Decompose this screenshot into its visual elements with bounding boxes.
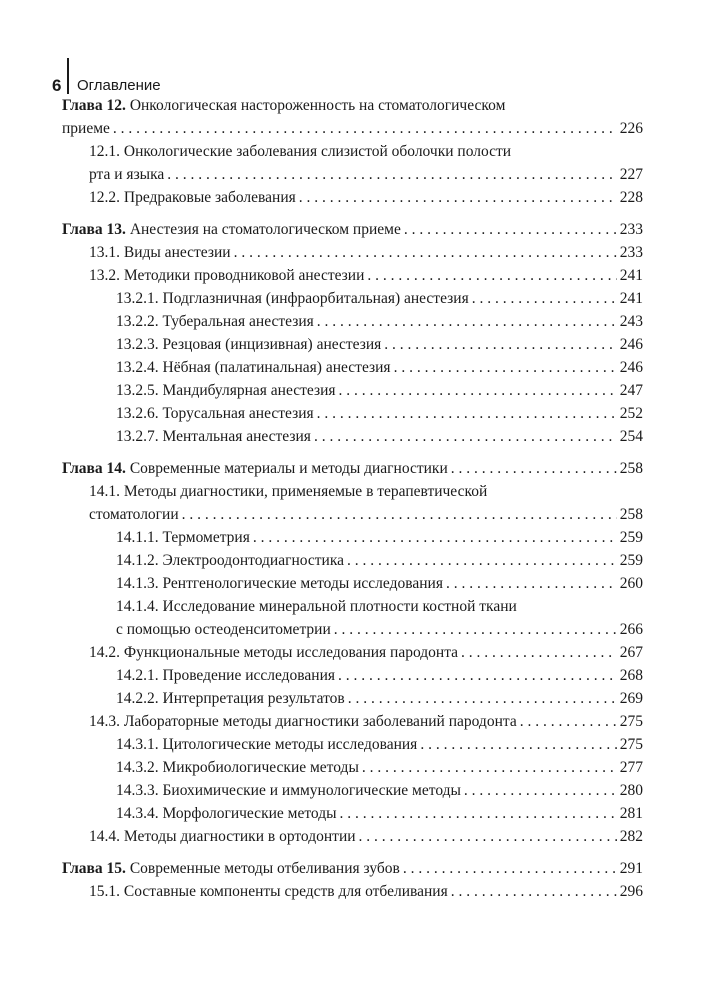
dot-leader xyxy=(520,710,617,733)
toc-entry-title: 13.2.1. Подглазничная (инфраорбитальная) анестезия xyxy=(116,290,469,307)
toc-entry[interactable] xyxy=(62,779,643,802)
toc-entry-title: 14.1.4. Исследование минеральной плотности костной ткани xyxy=(116,598,517,615)
toc-entry-title: 14.3.3. Биохимические и иммунологические методы xyxy=(116,782,461,799)
running-header xyxy=(52,58,161,94)
toc-page-number: 260 xyxy=(619,575,643,592)
dot-leader xyxy=(451,457,617,480)
toc-entry-title: 14.2.2. Интерпретация результатов xyxy=(116,690,345,707)
toc-entry-title: 13.1. Виды анестезии xyxy=(89,244,231,261)
toc-page-number: 252 xyxy=(619,405,643,422)
header-divider xyxy=(67,58,69,94)
dot-leader xyxy=(167,163,616,186)
toc-entry-title: 14.1.3. Рентгенологические методы исследования xyxy=(116,575,443,592)
toc-entry-title: 14.2.1. Проведение исследования xyxy=(116,667,336,684)
running-title: Оглавление xyxy=(76,77,161,94)
toc-entry[interactable] xyxy=(62,825,643,848)
toc-entry[interactable] xyxy=(62,687,643,710)
toc-page-number: 266 xyxy=(619,621,643,638)
toc-entry-title: Анестезия на стоматологическом приеме xyxy=(129,221,401,238)
dot-leader xyxy=(461,641,617,664)
dot-leader xyxy=(348,687,617,710)
toc-entry[interactable] xyxy=(62,264,643,287)
dot-leader xyxy=(113,117,617,140)
toc-page-number: 258 xyxy=(619,506,643,523)
toc-page-number: 226 xyxy=(619,120,643,137)
toc-entry[interactable] xyxy=(62,526,643,549)
toc-entry-title: 13.2.3. Резцовая (инцизивная) анестезия xyxy=(116,336,382,353)
toc-page-number: 241 xyxy=(619,290,643,307)
table-of-contents xyxy=(62,94,643,903)
toc-entry[interactable] xyxy=(62,94,643,140)
page-number: 6 xyxy=(52,76,62,95)
toc-page-number: 282 xyxy=(619,828,643,845)
toc-entry[interactable] xyxy=(62,710,643,733)
toc-entry[interactable] xyxy=(62,480,643,526)
toc-entry[interactable] xyxy=(62,595,643,641)
dot-leader xyxy=(446,572,617,595)
toc-entry-title: с помощью остеоденситометрии xyxy=(116,621,331,638)
dot-leader xyxy=(182,503,617,526)
toc-entry[interactable] xyxy=(62,402,643,425)
dot-leader xyxy=(394,356,617,379)
toc-entry-title: 14.4. Методы диагностики в ортодонтии xyxy=(89,828,356,845)
toc-entry[interactable] xyxy=(62,880,643,903)
toc-entry-title: 12.1. Онкологические заболевания слизистой оболочки полости xyxy=(89,143,512,160)
toc-entry[interactable] xyxy=(62,310,643,333)
toc-entry[interactable] xyxy=(62,756,643,779)
toc-entry-title: 13.2.4. Нёбная (палатинальная) анестезия xyxy=(116,359,391,376)
toc-page-number: 233 xyxy=(619,244,643,261)
dot-leader xyxy=(317,402,617,425)
toc-entry-title: 13.2.6. Торусальная анестезия xyxy=(116,405,314,422)
toc-page-number: 291 xyxy=(619,860,643,877)
chapter-label: Глава 13. xyxy=(62,221,126,238)
dot-leader xyxy=(384,333,616,356)
toc-entry-title: 13.2.5. Мандибулярная анестезия xyxy=(116,382,336,399)
toc-entry[interactable] xyxy=(62,287,643,310)
toc-entry-title: 14.1.2. Электроодонтодиагностика xyxy=(116,552,345,569)
dot-leader xyxy=(347,549,617,572)
toc-entry[interactable] xyxy=(62,356,643,379)
toc-page-number: 241 xyxy=(619,267,643,284)
toc-page-number: 247 xyxy=(619,382,643,399)
toc-entry-title: 14.1. Методы диагностики, применяемые в терапевтической xyxy=(89,483,488,500)
toc-entry-title: приеме xyxy=(62,120,110,137)
toc-page-number: 267 xyxy=(619,644,643,661)
toc-entry-title: 14.3.4. Морфологические методы xyxy=(116,805,337,822)
dot-leader xyxy=(403,857,617,880)
dot-leader xyxy=(362,756,617,779)
toc-entry[interactable] xyxy=(62,333,643,356)
toc-entry[interactable] xyxy=(62,241,643,264)
toc-page-number: 243 xyxy=(619,313,643,330)
toc-page-number: 259 xyxy=(619,529,643,546)
toc-entry-title: Современные материалы и методы диагностики xyxy=(129,460,448,477)
toc-entry[interactable] xyxy=(62,425,643,448)
toc-entry-title: 12.2. Предраковые заболевания xyxy=(89,189,296,206)
toc-page-number: 228 xyxy=(619,189,643,206)
toc-entry[interactable] xyxy=(62,186,643,209)
toc-entry-title: 14.3.2. Микробиологические методы xyxy=(116,759,359,776)
toc-page-number: 280 xyxy=(619,782,643,799)
dot-leader xyxy=(367,264,616,287)
toc-page-number: 275 xyxy=(619,736,643,753)
toc-entry-title: 14.3. Лабораторные методы диагностики заболеваний пародонта xyxy=(89,713,517,730)
toc-page-number: 258 xyxy=(619,460,643,477)
dot-leader xyxy=(299,186,617,209)
chapter-label: Глава 12. xyxy=(62,97,126,114)
dot-leader xyxy=(314,425,617,448)
toc-entry[interactable] xyxy=(62,641,643,664)
chapter-label: Глава 15. xyxy=(62,860,126,877)
dot-leader xyxy=(338,664,617,687)
toc-entry[interactable] xyxy=(62,733,643,756)
toc-entry[interactable] xyxy=(62,379,643,402)
dot-leader xyxy=(359,825,617,848)
toc-entry-title: стоматологии xyxy=(89,506,179,523)
toc-page-number: 269 xyxy=(619,690,643,707)
dot-leader xyxy=(404,218,617,241)
toc-entry-title: 14.2. Функциональные методы исследования пародонта xyxy=(89,644,459,661)
dot-leader xyxy=(464,779,617,802)
toc-entry-title: 14.3.1. Цитологические методы исследования xyxy=(116,736,418,753)
toc-entry[interactable] xyxy=(62,549,643,572)
toc-page-number: 275 xyxy=(619,713,643,730)
toc-entry[interactable] xyxy=(62,457,643,480)
dot-leader xyxy=(253,526,617,549)
toc-page-number: 296 xyxy=(619,883,643,900)
toc-page-number: 268 xyxy=(619,667,643,684)
toc-page-number: 227 xyxy=(619,166,643,183)
toc-entry[interactable] xyxy=(62,572,643,595)
toc-page-number: 281 xyxy=(619,805,643,822)
toc-entry-title: 14.1.1. Термометрия xyxy=(116,529,250,546)
chapter-label: Глава 14. xyxy=(62,460,126,477)
toc-page-number: 277 xyxy=(619,759,643,776)
toc-entry[interactable] xyxy=(62,857,643,880)
dot-leader xyxy=(451,880,617,903)
toc-page-number: 246 xyxy=(619,359,643,376)
dot-leader xyxy=(334,618,617,641)
toc-entry-title: Онкологическая настороженность на стоматологическом xyxy=(129,97,506,114)
toc-entry-title: рта и языка xyxy=(89,166,165,183)
dot-leader xyxy=(420,733,616,756)
toc-entry[interactable] xyxy=(62,664,643,687)
toc-entry-title: 13.2.7. Ментальная анестезия xyxy=(116,428,311,445)
toc-page-number: 254 xyxy=(619,428,643,445)
dot-leader xyxy=(317,310,617,333)
toc-entry-title: 13.2.2. Туберальная анестезия xyxy=(116,313,314,330)
toc-entry[interactable] xyxy=(62,802,643,825)
toc-entry[interactable] xyxy=(62,218,643,241)
toc-entry-title: 15.1. Составные компоненты средств для отбеливания xyxy=(89,883,448,900)
dot-leader xyxy=(340,802,617,825)
dot-leader xyxy=(234,241,617,264)
toc-page-number: 233 xyxy=(619,221,643,238)
toc-entry-title: 13.2. Методики проводниковой анестезии xyxy=(89,267,365,284)
toc-page-number: 259 xyxy=(619,552,643,569)
dot-leader xyxy=(472,287,617,310)
dot-leader xyxy=(339,379,617,402)
toc-page-number: 246 xyxy=(619,336,643,353)
toc-entry-title: Современные методы отбеливания зубов xyxy=(129,860,400,877)
toc-entry[interactable] xyxy=(62,140,643,186)
